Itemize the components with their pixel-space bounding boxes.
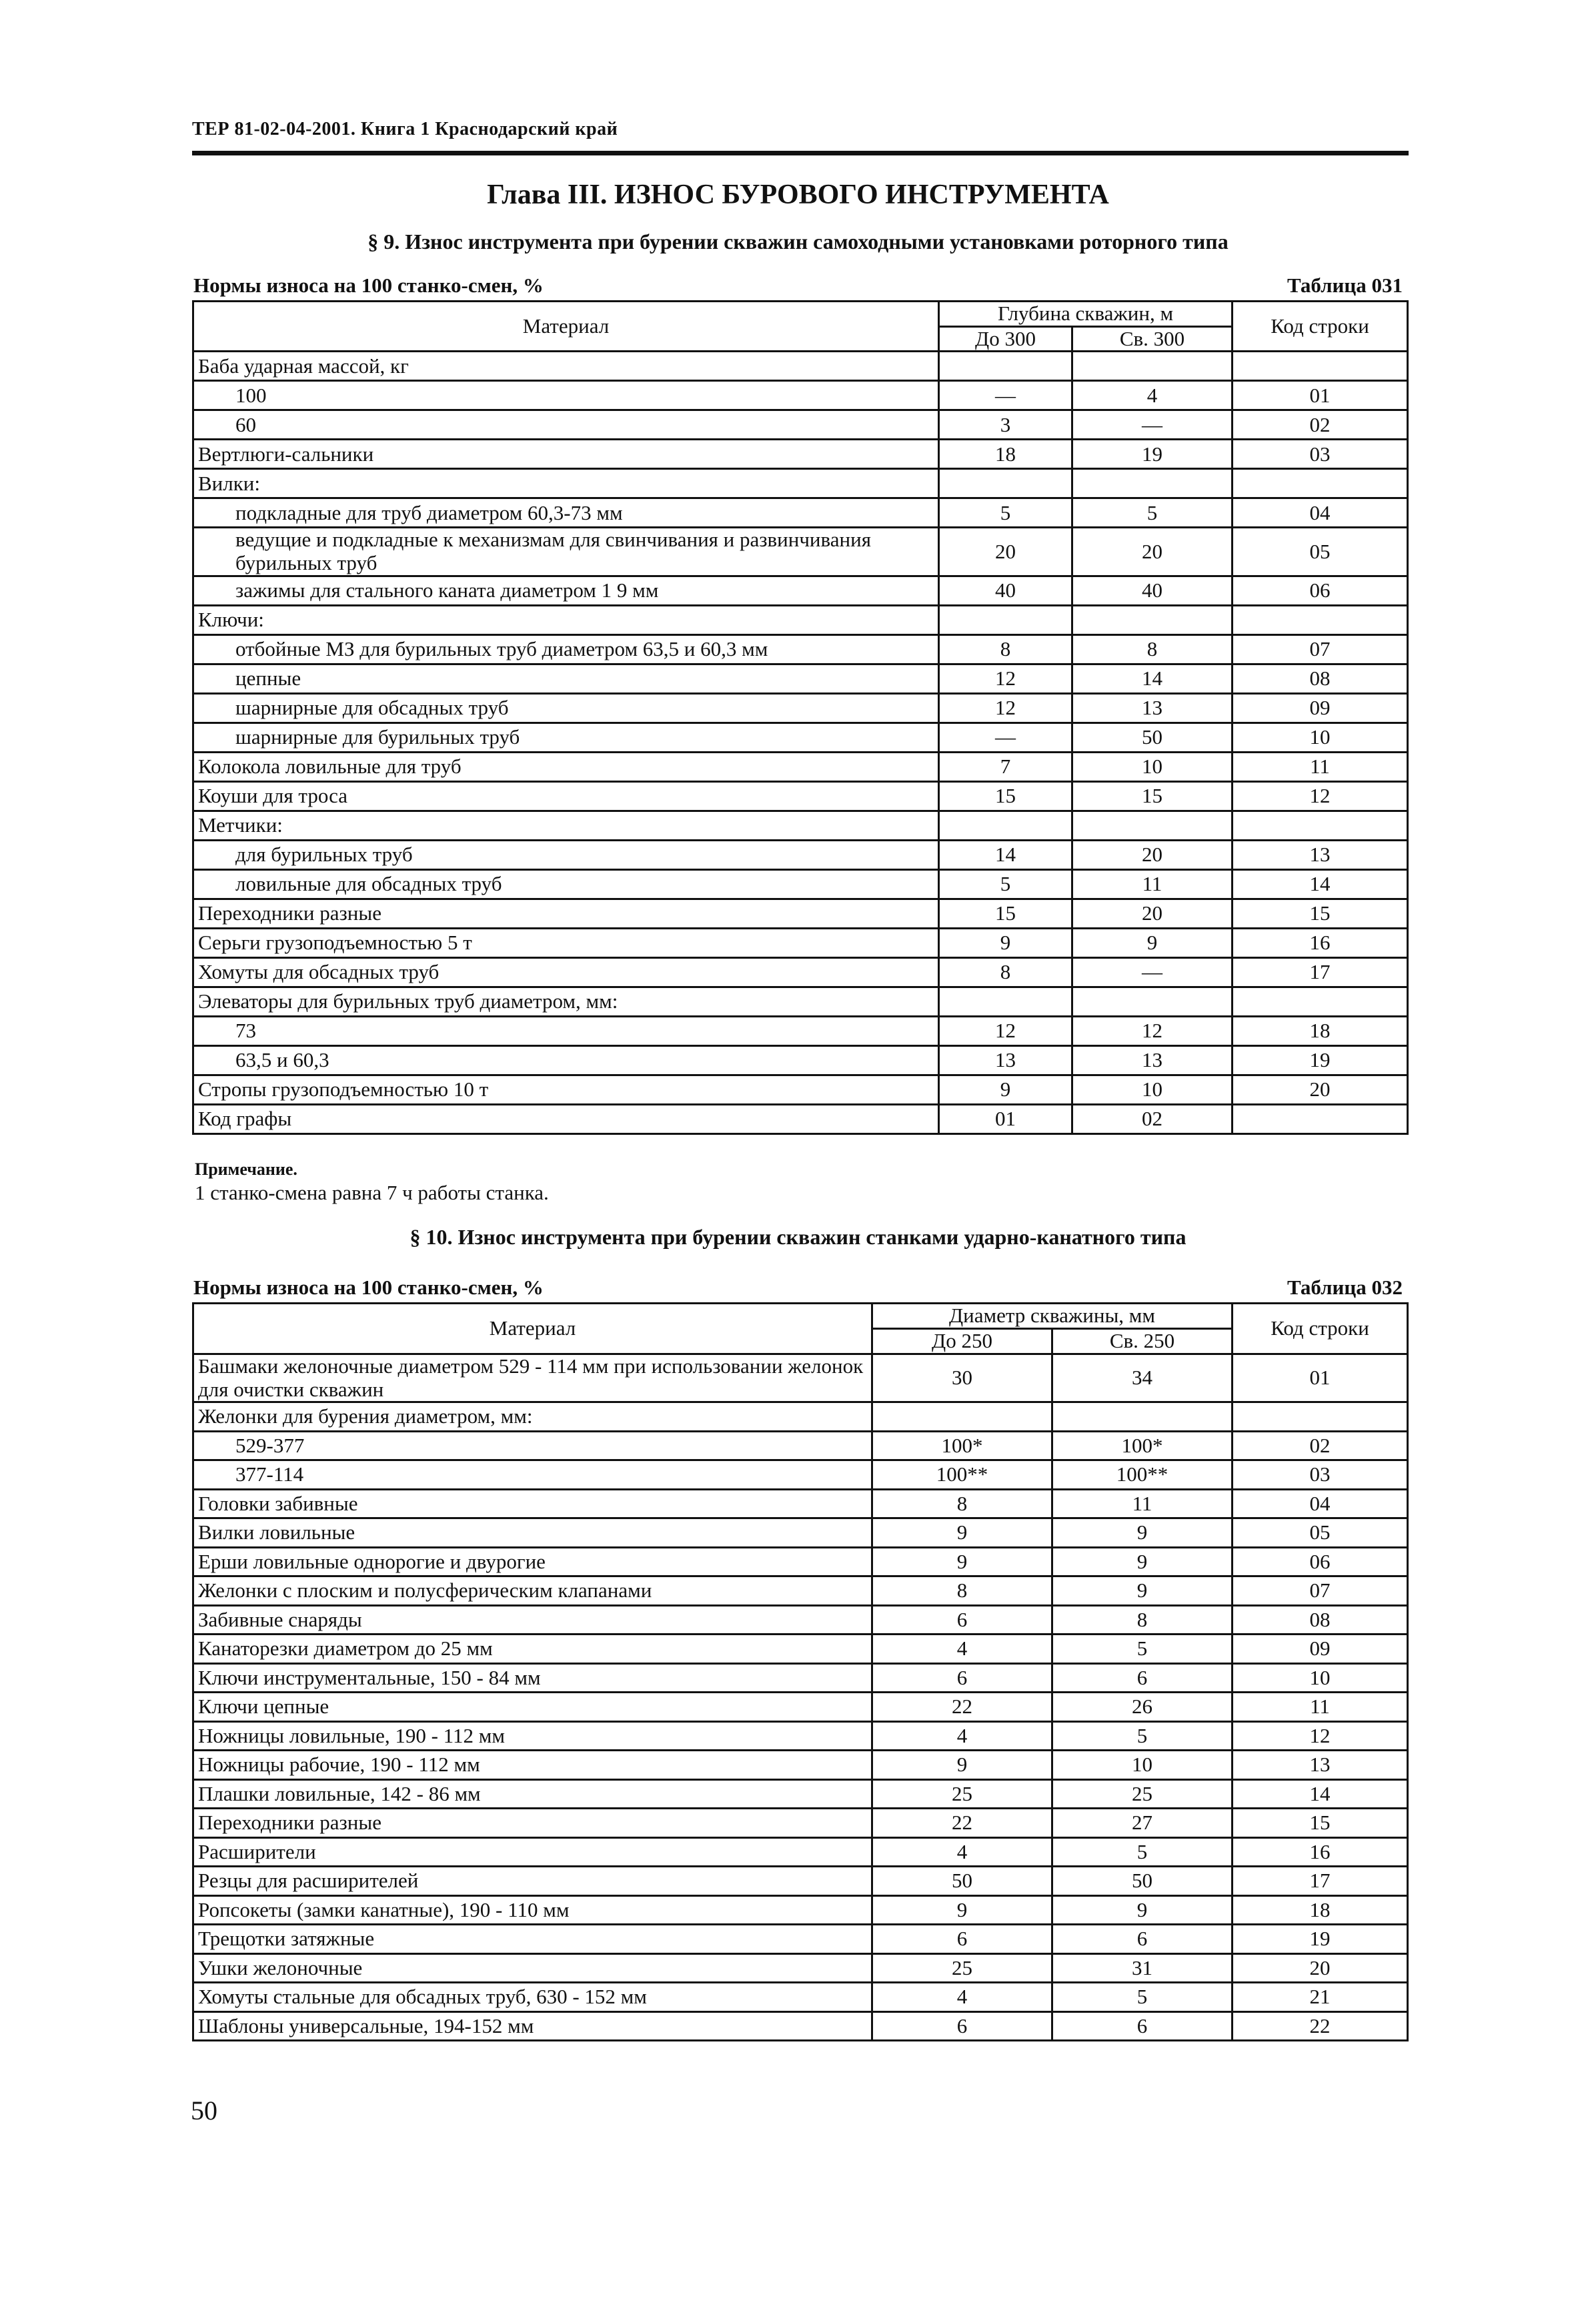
material-cell: Метчики:	[193, 811, 939, 840]
row-code-cell: 17	[1233, 957, 1408, 987]
value-cell-col1: 9	[939, 928, 1072, 957]
table-row	[193, 1721, 1408, 1751]
material-cell: Расширители	[193, 1837, 872, 1867]
value-cell-col1: 12	[939, 664, 1072, 693]
section-10-title: § 10. Износ инструмента при бурении скважин станками ударно-канатного типа	[410, 1225, 1186, 1249]
row-code-cell: 02	[1233, 1431, 1408, 1460]
row-code-cell: 18	[1233, 1016, 1408, 1045]
value-cell-col1: 100**	[872, 1460, 1052, 1490]
value-cell-col2: —	[1072, 410, 1233, 440]
row-code-cell: 10	[1233, 723, 1408, 752]
table-032	[192, 1302, 1409, 2041]
value-cell-col2: 14	[1072, 664, 1233, 693]
row-code-cell: 16	[1233, 1837, 1408, 1867]
row-code-cell: 07	[1233, 634, 1408, 664]
value-cell-col2: 6	[1052, 1925, 1233, 1954]
header-diameter-group: Диаметр скважины, мм	[872, 1304, 1233, 1329]
material-cell: Плашки ловильные, 142 - 86 мм	[193, 1779, 872, 1809]
material-cell: ловильные для обсадных труб	[193, 869, 939, 899]
value-cell-col2: 11	[1072, 869, 1233, 899]
value-cell-col1: 15	[939, 781, 1072, 811]
row-code-cell: 20	[1233, 1953, 1408, 1983]
value-cell-col2: 100*	[1052, 1431, 1233, 1460]
table-032-caption: Нормы износа на 100 станко-смен, %	[193, 1276, 544, 1299]
table-031-body	[193, 352, 1408, 1133]
value-cell-col2	[1072, 469, 1233, 498]
value-cell-col1: 7	[939, 752, 1072, 781]
material-cell: Канаторезки диаметром до 25 мм	[193, 1635, 872, 1664]
row-code-cell: 04	[1233, 1489, 1408, 1518]
table-row	[193, 1016, 1408, 1045]
material-cell: Ключи:	[193, 605, 939, 634]
table-row	[193, 840, 1408, 869]
row-code-cell: 12	[1233, 1721, 1408, 1751]
row-code-cell: 15	[1233, 1809, 1408, 1838]
material-cell: шарнирные для обсадных труб	[193, 693, 939, 723]
row-code-cell: 03	[1233, 1460, 1408, 1490]
table-row	[193, 957, 1408, 987]
material-cell: 377-114	[193, 1460, 872, 1490]
row-code-cell: 06	[1233, 576, 1408, 605]
value-cell-col1: 8	[939, 634, 1072, 664]
value-cell-col2: 50	[1072, 723, 1233, 752]
material-cell: Переходники разные	[193, 899, 939, 928]
material-cell: Трещотки затяжные	[193, 1925, 872, 1954]
material-cell: отбойные МЗ для бурильных труб диаметром 63,5 и 60,3 мм	[193, 634, 939, 664]
material-cell: 100	[193, 381, 939, 410]
row-code-cell: 13	[1233, 1751, 1408, 1780]
row-code-cell: 20	[1233, 1075, 1408, 1104]
value-cell-col1: 40	[939, 576, 1072, 605]
value-cell-col1: 9	[872, 1518, 1052, 1548]
row-code-cell: 01	[1233, 381, 1408, 410]
table-row	[193, 1837, 1408, 1867]
value-cell-col1: 4	[872, 1721, 1052, 1751]
value-cell-col2: 5	[1052, 1721, 1233, 1751]
value-cell-col2: 13	[1072, 1045, 1233, 1075]
value-cell-col1: 30	[872, 1354, 1052, 1402]
value-cell-col2: 13	[1072, 693, 1233, 723]
value-cell-col2	[1072, 352, 1233, 381]
value-cell-col1: 8	[939, 957, 1072, 987]
value-cell-col2: 5	[1072, 498, 1233, 528]
table-row	[193, 987, 1408, 1016]
header-material: Материал	[193, 1304, 872, 1354]
row-code-cell: 08	[1233, 1605, 1408, 1635]
value-cell-col1: 13	[939, 1045, 1072, 1075]
row-code-cell	[1233, 605, 1408, 634]
chapter-title: Глава III. ИЗНОС БУРОВОГО ИНСТРУМЕНТА	[487, 179, 1109, 210]
value-cell-col1: 12	[939, 693, 1072, 723]
row-code-cell: 14	[1233, 869, 1408, 899]
row-code-cell	[1233, 987, 1408, 1016]
value-cell-col2: 27	[1052, 1809, 1233, 1838]
value-cell-col1: 8	[872, 1576, 1052, 1606]
value-cell-col2: 8	[1052, 1605, 1233, 1635]
value-cell-col1: 25	[872, 1953, 1052, 1983]
value-cell-col1: 9	[872, 1547, 1052, 1576]
value-cell-col1: 6	[872, 2011, 1052, 2041]
table-row	[193, 1489, 1408, 1518]
row-code-cell: 15	[1233, 899, 1408, 928]
material-cell: Головки забивные	[193, 1489, 872, 1518]
material-cell: Колокола ловильные для труб	[193, 752, 939, 781]
table-row	[193, 1045, 1408, 1075]
table-row	[193, 1354, 1408, 1402]
value-cell-col2: 100**	[1052, 1460, 1233, 1490]
material-cell: Код графы	[193, 1104, 939, 1133]
value-cell-col2: 5	[1052, 1635, 1233, 1664]
material-cell: цепные	[193, 664, 939, 693]
row-code-cell	[1233, 811, 1408, 840]
material-cell: Резцы для расширителей	[193, 1867, 872, 1896]
value-cell-col1: 4	[872, 1837, 1052, 1867]
value-cell-col1: 5	[939, 498, 1072, 528]
value-cell-col2: 9	[1052, 1576, 1233, 1606]
section-9-title: § 9. Износ инструмента при бурении скважин самоходными установками роторного типа	[367, 229, 1229, 254]
value-cell-col2: 26	[1052, 1693, 1233, 1722]
value-cell-col1	[939, 811, 1072, 840]
value-cell-col2	[1052, 1402, 1233, 1432]
value-cell-col2: 40	[1072, 576, 1233, 605]
value-cell-col2: 20	[1072, 528, 1233, 576]
table-row	[193, 1809, 1408, 1838]
table-row	[193, 1518, 1408, 1548]
value-cell-col2: 10	[1072, 752, 1233, 781]
row-code-cell: 14	[1233, 1779, 1408, 1809]
value-cell-col2: 8	[1072, 634, 1233, 664]
value-cell-col1: 20	[939, 528, 1072, 576]
value-cell-col2: 19	[1072, 440, 1233, 469]
table-row	[193, 811, 1408, 840]
table-row	[193, 352, 1408, 381]
material-cell: зажимы для стального каната диаметром 1 9 мм	[193, 576, 939, 605]
value-cell-col1: —	[939, 723, 1072, 752]
value-cell-col2: 25	[1052, 1779, 1233, 1809]
table-row	[193, 664, 1408, 693]
value-cell-col2: 31	[1052, 1953, 1233, 1983]
header-over-300: Св. 300	[1072, 326, 1233, 352]
material-cell: Стропы грузоподъемностью 10 т	[193, 1075, 939, 1104]
table-row	[193, 1751, 1408, 1780]
material-cell: Хомуты для обсадных труб	[193, 957, 939, 987]
value-cell-col1: 6	[872, 1663, 1052, 1693]
material-cell: Серьги грузоподъемностью 5 т	[193, 928, 939, 957]
material-cell: для бурильных труб	[193, 840, 939, 869]
value-cell-col2: 9	[1052, 1895, 1233, 1925]
row-code-cell: 13	[1233, 840, 1408, 869]
table-row	[193, 2011, 1408, 2041]
row-code-cell	[1233, 469, 1408, 498]
value-cell-col2: 34	[1052, 1354, 1233, 1402]
value-cell-col2: 9	[1052, 1518, 1233, 1548]
material-cell: Ерши ловильные однорогие и двурогие	[193, 1547, 872, 1576]
value-cell-col1: 9	[939, 1075, 1072, 1104]
value-cell-col1: 4	[872, 1983, 1052, 2012]
header-over-250: Св. 250	[1052, 1329, 1233, 1354]
row-code-cell: 09	[1233, 693, 1408, 723]
value-cell-col1: 100*	[872, 1431, 1052, 1460]
table-row	[193, 1983, 1408, 2012]
value-cell-col1: 9	[872, 1895, 1052, 1925]
value-cell-col1: 18	[939, 440, 1072, 469]
table-row	[193, 1895, 1408, 1925]
value-cell-col1	[939, 987, 1072, 1016]
material-cell: Башмаки желоночные диаметром 529 - 114 мм при использовании желонок для очистки скважин	[193, 1354, 872, 1402]
row-code-cell: 19	[1233, 1045, 1408, 1075]
row-code-cell	[1233, 1402, 1408, 1432]
table-row	[193, 1547, 1408, 1576]
material-cell: Элеваторы для бурильных труб диаметром, мм:	[193, 987, 939, 1016]
table-row	[193, 1867, 1408, 1896]
table-row	[193, 1635, 1408, 1664]
value-cell-col1: 6	[872, 1925, 1052, 1954]
value-cell-col2	[1072, 811, 1233, 840]
row-code-cell: 02	[1233, 410, 1408, 440]
table-row	[193, 528, 1408, 576]
table-row	[193, 381, 1408, 410]
material-cell: 529-377	[193, 1431, 872, 1460]
value-cell-col2: 20	[1072, 899, 1233, 928]
material-cell: ведущие и подкладные к механизмам для свинчивания и развинчивания бурильных труб	[193, 528, 939, 576]
header-up-to-300: До 300	[939, 326, 1072, 352]
value-cell-col1: 3	[939, 410, 1072, 440]
row-code-cell: 06	[1233, 1547, 1408, 1576]
material-cell: 73	[193, 1016, 939, 1045]
material-cell: Коуши для троса	[193, 781, 939, 811]
material-cell: Переходники разные	[193, 1809, 872, 1838]
value-cell-col2: 5	[1052, 1983, 1233, 2012]
value-cell-col1: 15	[939, 899, 1072, 928]
material-cell: шарнирные для бурильных труб	[193, 723, 939, 752]
table-row	[193, 1779, 1408, 1809]
value-cell-col1: 8	[872, 1489, 1052, 1518]
value-cell-col2: 10	[1052, 1751, 1233, 1780]
table-row	[193, 693, 1408, 723]
material-cell: Ушки желоночные	[193, 1953, 872, 1983]
value-cell-col2: 9	[1072, 928, 1233, 957]
table-row	[193, 1460, 1408, 1490]
value-cell-col1: 22	[872, 1809, 1052, 1838]
material-cell: Ножницы ловильные, 190 - 112 мм	[193, 1721, 872, 1751]
row-code-cell: 12	[1233, 781, 1408, 811]
row-code-cell: 10	[1233, 1663, 1408, 1693]
table-row	[193, 1953, 1408, 1983]
material-cell: Желонки для бурения диаметром, мм:	[193, 1402, 872, 1432]
table-row	[193, 1693, 1408, 1722]
row-code-cell: 16	[1233, 928, 1408, 957]
value-cell-col1	[939, 352, 1072, 381]
value-cell-col2	[1072, 987, 1233, 1016]
material-cell: Хомуты стальные для обсадных труб, 630 - 152 мм	[193, 1983, 872, 2012]
value-cell-col1: 22	[872, 1693, 1052, 1722]
value-cell-col1	[872, 1402, 1052, 1432]
table-row	[193, 752, 1408, 781]
table-row	[193, 1605, 1408, 1635]
note-title: Примечание.	[195, 1160, 297, 1179]
row-code-cell: 01	[1233, 1354, 1408, 1402]
material-cell: Баба ударная массой, кг	[193, 352, 939, 381]
table-row	[193, 1663, 1408, 1693]
value-cell-col1: 50	[872, 1867, 1052, 1896]
table-032-body	[193, 1354, 1408, 2041]
table-row	[193, 723, 1408, 752]
value-cell-col1: 14	[939, 840, 1072, 869]
table-031-caption: Нормы износа на 100 станко-смен, %	[193, 274, 544, 297]
value-cell-col2: 10	[1072, 1075, 1233, 1104]
value-cell-col1: —	[939, 381, 1072, 410]
row-code-cell: 07	[1233, 1576, 1408, 1606]
value-cell-col2: —	[1072, 957, 1233, 987]
row-code-cell: 19	[1233, 1925, 1408, 1954]
page-number: 50	[191, 2096, 217, 2126]
table-row	[193, 1104, 1408, 1133]
header-material: Материал	[193, 302, 939, 352]
table-row	[193, 576, 1408, 605]
table-row	[193, 928, 1408, 957]
value-cell-col2: 6	[1052, 2011, 1233, 2041]
value-cell-col2	[1072, 605, 1233, 634]
value-cell-col2: 11	[1052, 1489, 1233, 1518]
value-cell-col1: 4	[872, 1635, 1052, 1664]
value-cell-col2: 02	[1072, 1104, 1233, 1133]
material-cell: Вертлюги-сальники	[193, 440, 939, 469]
row-code-cell: 18	[1233, 1895, 1408, 1925]
value-cell-col2: 5	[1052, 1837, 1233, 1867]
value-cell-col2: 9	[1052, 1547, 1233, 1576]
value-cell-col2: 50	[1052, 1867, 1233, 1896]
note-text: 1 станко-смена равна 7 ч работы станка.	[195, 1181, 549, 1204]
table-row	[193, 498, 1408, 528]
header-divider	[192, 151, 1409, 155]
row-code-cell: 04	[1233, 498, 1408, 528]
material-cell: Ключи инструментальные, 150 - 84 мм	[193, 1663, 872, 1693]
row-code-cell: 22	[1233, 2011, 1408, 2041]
row-code-cell: 21	[1233, 1983, 1408, 2012]
value-cell-col2: 12	[1072, 1016, 1233, 1045]
value-cell-col2: 4	[1072, 381, 1233, 410]
table-row	[193, 469, 1408, 498]
value-cell-col2: 20	[1072, 840, 1233, 869]
value-cell-col1	[939, 605, 1072, 634]
material-cell: 63,5 и 60,3	[193, 1045, 939, 1075]
row-code-cell: 03	[1233, 440, 1408, 469]
table-row	[193, 869, 1408, 899]
row-code-cell	[1233, 352, 1408, 381]
table-row	[193, 899, 1408, 928]
row-code-cell: 09	[1233, 1635, 1408, 1664]
material-cell: Ключи цепные	[193, 1693, 872, 1722]
header-up-to-250: До 250	[872, 1329, 1052, 1354]
value-cell-col1: 25	[872, 1779, 1052, 1809]
value-cell-col2: 15	[1072, 781, 1233, 811]
value-cell-col1: 12	[939, 1016, 1072, 1045]
table-row	[193, 410, 1408, 440]
value-cell-col1: 01	[939, 1104, 1072, 1133]
header-row-code: Код строки	[1233, 1304, 1408, 1354]
value-cell-col2: 6	[1052, 1663, 1233, 1693]
header-row-code: Код строки	[1233, 302, 1408, 352]
table-032-label: Таблица 032	[1287, 1276, 1403, 1299]
table-row	[193, 1402, 1408, 1432]
row-code-cell	[1233, 1104, 1408, 1133]
material-cell: Вилки:	[193, 469, 939, 498]
table-031	[192, 300, 1409, 1135]
material-cell: Ножницы рабочие, 190 - 112 мм	[193, 1751, 872, 1780]
running-header: ТЕР 81-02-04-2001. Книга 1 Краснодарский край	[192, 119, 618, 139]
row-code-cell: 05	[1233, 1518, 1408, 1548]
material-cell: Желонки с плоским и полусферическим клапанами	[193, 1576, 872, 1606]
value-cell-col1: 5	[939, 869, 1072, 899]
table-row	[193, 1925, 1408, 1954]
row-code-cell: 11	[1233, 752, 1408, 781]
value-cell-col1: 6	[872, 1605, 1052, 1635]
material-cell: Вилки ловильные	[193, 1518, 872, 1548]
header-depth-group: Глубина скважин, м	[939, 302, 1233, 327]
material-cell: Забивные снаряды	[193, 1605, 872, 1635]
table-row	[193, 1576, 1408, 1606]
row-code-cell: 05	[1233, 528, 1408, 576]
row-code-cell: 08	[1233, 664, 1408, 693]
value-cell-col1: 9	[872, 1751, 1052, 1780]
table-row	[193, 440, 1408, 469]
material-cell: Ропсокеты (замки канатные), 190 - 110 мм	[193, 1895, 872, 1925]
material-cell: 60	[193, 410, 939, 440]
table-row	[193, 605, 1408, 634]
table-031-label: Таблица 031	[1287, 274, 1403, 297]
table-row	[193, 781, 1408, 811]
material-cell: подкладные для труб диаметром 60,3-73 мм	[193, 498, 939, 528]
value-cell-col1	[939, 469, 1072, 498]
row-code-cell: 11	[1233, 1693, 1408, 1722]
table-row	[193, 634, 1408, 664]
row-code-cell: 17	[1233, 1867, 1408, 1896]
table-row	[193, 1075, 1408, 1104]
material-cell: Шаблоны универсальные, 194-152 мм	[193, 2011, 872, 2041]
table-row	[193, 1431, 1408, 1460]
